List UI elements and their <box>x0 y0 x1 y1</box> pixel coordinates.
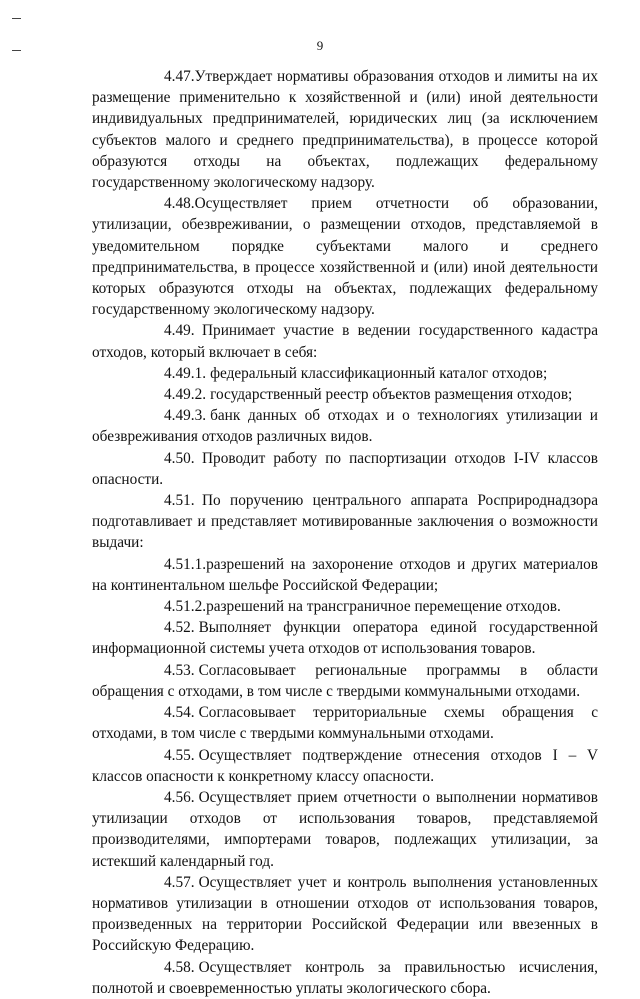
paragraph-text: Осуществляет учет и контроль выполнения установленных нормативов утилизации в отношении отходов от использования товаров, произведенных на территории Российской Федерации или ввезенных в Российскую Федерацию. <box>92 873 598 955</box>
paragraph-4-50 <box>92 448 598 490</box>
paragraph-number: 4.53. <box>164 661 195 679</box>
paragraph-text: Осуществляет прием отчетности об образовании, утилизации, обезвреживании, о размещении отходов, представляемой в уведомительном порядке субъектами малого и среднего предпринимательства, в процессе хозяйственной и (или) иной деятельности которых образуются отходы на объектах, подлежащих федеральному государственному экологическому надзору. <box>92 195 598 319</box>
paragraph-4-53 <box>92 660 598 702</box>
paragraph-4-52 <box>92 617 598 659</box>
paragraph-number: 4.49.1. <box>164 364 207 382</box>
paragraph-number: 4.51. <box>164 492 195 510</box>
scan-mark <box>12 18 21 19</box>
paragraph-number: 4.47. <box>164 68 195 85</box>
paragraph-4-49-3 <box>92 405 598 447</box>
paragraph-number: 4.54. <box>164 704 195 722</box>
paragraph-number: 4.56. <box>164 788 195 806</box>
paragraph-4-51 <box>92 490 598 554</box>
paragraph-text: Утверждает нормативы образования отходов и лимиты на их размещение применительно к хозяйственной и (или) иной деятельности индивидуальных предпринимателей, юридических лиц (за исключением субъектов малого и среднего предпринимательства), в процессе которой образуются отходы на объектах, подлежащих федеральному государственному экологическому надзору. <box>92 68 598 192</box>
paragraph-text: Проводит работу по паспортизации отходов I-IV классов опасности. <box>92 449 598 488</box>
paragraph-number: 4.48. <box>164 195 195 213</box>
paragraph-text: федеральный классификационный каталог отходов; <box>210 364 548 382</box>
paragraph-number: 4.51.2. <box>164 598 207 616</box>
document-body <box>92 66 598 999</box>
paragraph-text: Осуществляет контроль за правильностью исчисления, полнотой и своевременностью уплаты экологического сбора. <box>92 958 598 997</box>
paragraph-number: 4.51.1. <box>164 555 207 573</box>
paragraph-number: 4.49.2. <box>164 386 207 404</box>
paragraph-4-49-2 <box>92 384 598 405</box>
paragraph-text: По поручению центрального аппарата Росприроднадзора подготавливает и представляет мотивированные заключения о возможности выдачи: <box>92 492 598 552</box>
paragraph-text: Осуществляет прием отчетности о выполнении нормативов утилизации отходов от использования товаров, представляемой производителями, импортерами товаров, подлежащих утилизации, за истекший календарный год. <box>92 788 598 870</box>
paragraph-text: Принимает участие в ведении государственного кадастра отходов, который включает в себя: <box>92 322 598 361</box>
paragraph-4-54 <box>92 702 598 744</box>
paragraph-4-47 <box>92 66 598 193</box>
paragraph-4-51-1 <box>92 554 598 596</box>
paragraph-text: разрешений на трансграничное перемещение отходов. <box>206 598 561 616</box>
paragraph-number: 4.58. <box>164 958 195 976</box>
paragraph-4-56 <box>92 787 598 872</box>
page-number: 9 <box>316 38 324 53</box>
paragraph-text: Согласовывает территориальные схемы обращения с отходами, в том числе с твердыми коммунальными отходами. <box>92 704 598 743</box>
paragraph-4-58 <box>92 957 598 999</box>
paragraph-text: Выполняет функции оператора единой государственной информационной системы учета отходов от использования товаров. <box>92 619 598 658</box>
paragraph-4-48 <box>92 193 598 320</box>
paragraph-4-51-2 <box>92 596 598 617</box>
paragraph-4-57 <box>92 872 598 957</box>
paragraph-number: 4.57. <box>164 873 195 891</box>
paragraph-number: 4.55. <box>164 746 195 764</box>
paragraph-text: разрешений на захоронение отходов и других материалов на континентальном шельфе Российской Федерации; <box>92 555 598 594</box>
paragraph-number: 4.49.3. <box>164 407 207 425</box>
paragraph-number: 4.50. <box>164 449 195 467</box>
paragraph-text: государственный реестр объектов размещения отходов; <box>210 386 573 404</box>
paragraph-4-55 <box>92 745 598 787</box>
paragraph-text: банк данных об отходах и о технологиях утилизации и обезвреживания отходов различных видов. <box>92 407 598 446</box>
paragraph-text: Согласовывает региональные программы в области обращения с отходами, в том числе с твердыми коммунальными отходами. <box>92 661 598 700</box>
paragraph-number: 4.49. <box>164 322 195 340</box>
paragraph-number: 4.52. <box>164 619 195 637</box>
paragraph-text: Осуществляет подтверждение отнесения отходов I – V классов опасности к конкретному классу опасности. <box>92 746 598 785</box>
paragraph-4-49-1 <box>92 363 598 384</box>
paragraph-4-49 <box>92 320 598 362</box>
